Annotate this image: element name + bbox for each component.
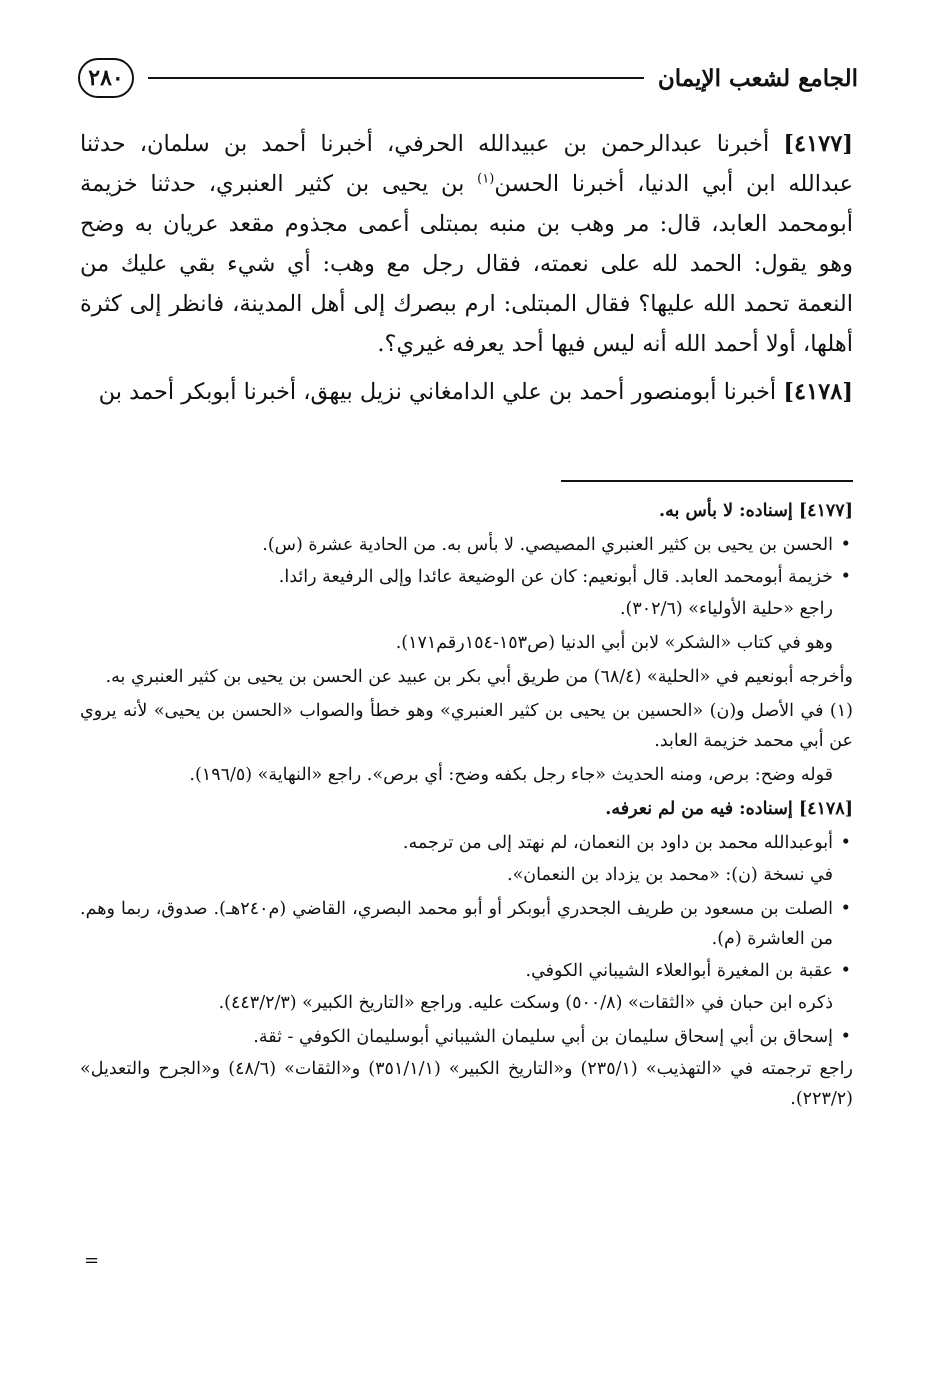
hadith-4177: [80, 124, 853, 364]
list-item: • خزيمة أبومحمد العابد. قال أبونعيم: كان عن الوضيعة عائدا وإلى الرفيعة رائدا.: [80, 562, 853, 592]
footnote-reference: (١): [477, 171, 495, 187]
wadah-note: قوله وضح: برص، ومنه الحديث «جاء رجل بكفه وضح: أي برص». راجع «النهاية» (١٩٦/٥).: [189, 765, 833, 785]
page-number: ٢٨٠: [78, 58, 134, 98]
note-line: ذكره ابن حبان في «الثقات» (٥٠٠/٨) وسكت عليه. وراجع «التاريخ الكبير» (٤٤٣/٢/٣).: [218, 993, 833, 1013]
note-4178-lead: [٤١٧٨] إسناده: فيه من لم نعرفه.: [605, 799, 853, 819]
continuation-mark: =: [84, 1250, 100, 1271]
note-4177-lead: [٤١٧٧] إسناده: لا بأس به.: [659, 501, 853, 521]
list-item: • أبوعبدالله محمد بن داود بن النعمان، لم نهتد إلى من ترجمه.: [80, 828, 853, 858]
list-item: • الصلت بن مسعود بن طريف الجحدري أبوبكر أو أبو محمد البصري، القاضي (م٢٤٠هـ). صدوق، ربما وهم. من العاشرة (م).: [80, 894, 853, 954]
hadith-4178: [80, 372, 853, 412]
hadith-text: أخبرنا عبدالرحمن بن عبيدالله الحرفي، أخبرنا أحمد بن سلمان، حدثنا عبدالله ابن أبي الدنيا، أخبرنا الحسن: [80, 131, 853, 197]
footnote-separator: [561, 480, 853, 482]
running-title: الجامع لشعب الإيمان: [657, 64, 858, 92]
hadith-text: أخبرنا أبومنصور أحمد بن علي الدامغاني نزيل بيهق، أخبرنا أبوبكر أحمد بن: [98, 379, 777, 405]
hadith-number: [٤١٧٨]: [783, 379, 853, 405]
page-header: [78, 52, 858, 104]
note-line: وهو في كتاب «الشكر» لابن أبي الدنيا (ص١٥٣-١٥٤رقم١٧١).: [395, 633, 833, 653]
footnote-1: (١) في الأصل و(ن) «الحسين بن يحيى بن كثير العنبري» وهو خطأ والصواب «الحسن بن يحيى» لأنه يروي عن أبي محمد خزيمة العابد.: [80, 701, 853, 751]
note-line: وأخرجه أبونعيم في «الحلية» (٦٨/٤) من طريق أبي بكر بن عبيد عن الحسن بن يحيى بن كثير العنبري به.: [105, 667, 853, 687]
list-item: • الحسن بن يحيى بن كثير العنبري المصيصي. لا بأس به. من الحادية عشرة (س).: [80, 530, 853, 560]
note-line: راجع «حلية الأولياء» (٣٠٢/٦).: [619, 599, 833, 619]
header-rule: [148, 77, 644, 79]
hadith-text-continued: بن يحيى بن كثير العنبري، حدثنا خزيمة أبومحمد العابد، قال: مر وهب بن منبه بمبتلى أعمى مجذوم مقعد عريان به وضح وهو يقول: الحمد لله على نعمته، فقال رجل مع وهب: أي شيء بقي عليك من النعمة تحمد الله عليها؟ فقال المبتلى: ارم ببصرك إلى أهل المدينة، فانظر إلى كثرة أهلها، أولا أحمد الله أنه ليس فيها أحد يعرفه غيري؟.: [80, 171, 853, 357]
note-line: في نسخة (ن): «محمد بن يزداد بن النعمان».: [507, 865, 833, 885]
list-item: • عقبة بن المغيرة أبوالعلاء الشيباني الكوفي.: [80, 956, 853, 986]
hadith-number: [٤١٧٧]: [783, 131, 853, 157]
footnotes: [80, 496, 853, 1118]
main-text: [80, 124, 853, 420]
note-line: راجع ترجمته في «التهذيب» (٢٣٥/١) و«التاريخ الكبير» (٣٥١/١/١) و«الثقات» (٤٨/٦) و«الجرح والتعديل» (٢٢٣/٢).: [80, 1059, 853, 1109]
list-item: • إسحاق بن أبي إسحاق سليمان بن أبي سليمان الشيباني أبوسليمان الكوفي - ثقة.: [80, 1022, 853, 1052]
